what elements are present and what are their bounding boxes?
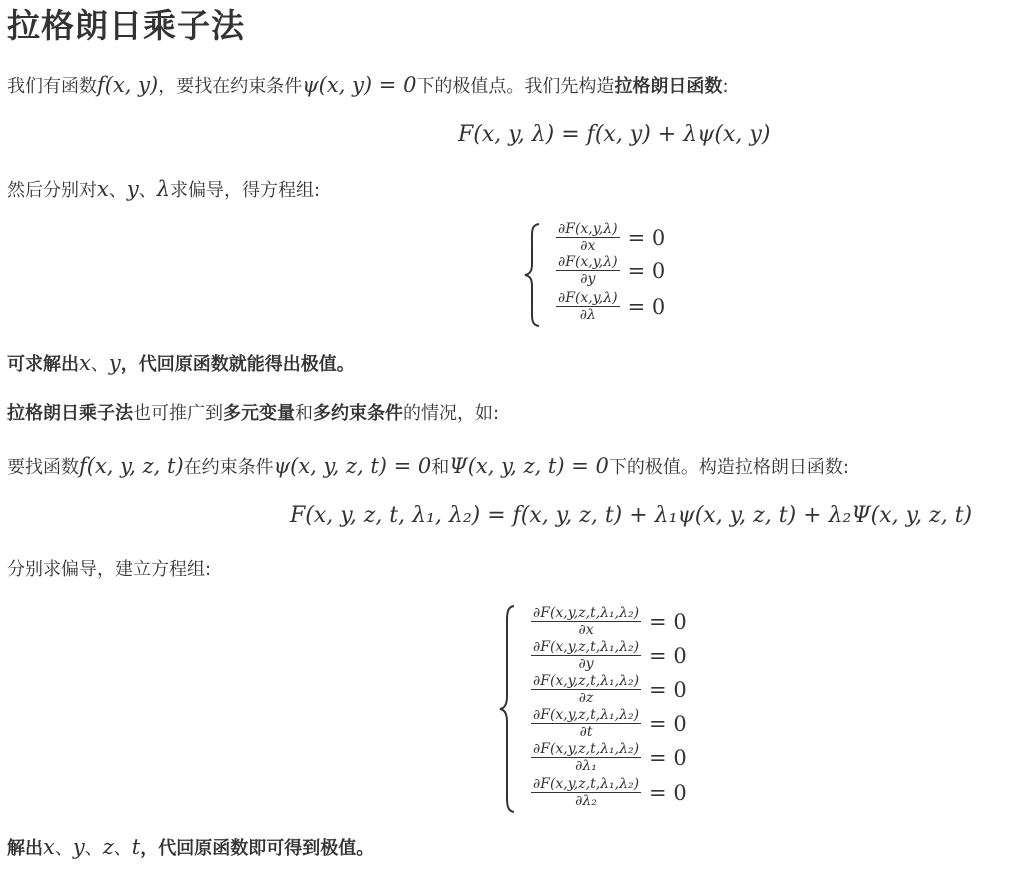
system2-row xyxy=(531,777,687,808)
denominator: ∂λ₂ xyxy=(575,793,597,809)
text: 在约束条件 xyxy=(183,457,274,478)
math-inline: y xyxy=(126,177,139,201)
bold-text: ，代回原函数就能得出极值。 xyxy=(120,354,355,375)
math-inline: y xyxy=(72,835,85,859)
numerator: ∂F(x,y,λ) xyxy=(558,290,618,306)
equation-system-1 xyxy=(522,222,692,328)
rhs: = 0 xyxy=(627,258,666,283)
math-inline: Ψ(x, y, z, t) = 0 xyxy=(449,454,609,478)
math-inline: f(x, y, z, t) xyxy=(79,454,184,478)
bold-text: 多元变量 xyxy=(223,403,295,424)
math-inline: x xyxy=(79,351,91,375)
rhs: = 0 xyxy=(649,609,687,634)
fraction xyxy=(531,742,641,773)
text: 下的极值点。我们先构造 xyxy=(416,76,615,97)
system1-row xyxy=(556,222,665,253)
denominator: ∂y xyxy=(578,656,594,672)
numerator: ∂F(x,y,z,t,λ₁,λ₂) xyxy=(533,605,640,621)
numerator: ∂F(x,y,z,t,λ₁,λ₂) xyxy=(533,639,640,655)
fraction xyxy=(556,291,620,322)
denominator: ∂x xyxy=(578,622,594,638)
math-inline: f(x, y) xyxy=(97,73,159,97)
numerator: ∂F(x,y,λ) xyxy=(558,221,618,237)
left-brace xyxy=(497,604,517,814)
fraction xyxy=(531,640,641,671)
fraction xyxy=(531,674,641,705)
fraction xyxy=(531,777,641,808)
multi-constraint-paragraph xyxy=(7,453,849,481)
fraction xyxy=(556,222,620,253)
text: 、 xyxy=(113,838,132,859)
numerator: ∂F(x,y,z,t,λ₁,λ₂) xyxy=(533,707,640,723)
fraction xyxy=(556,255,620,286)
text: 也可推广到 xyxy=(133,403,223,424)
lagrange-function-equation: F(x, y, λ) = f(x, y) + λψ(x, y) xyxy=(458,122,771,147)
denominator: ∂y xyxy=(580,271,596,287)
denominator: ∂λ xyxy=(579,307,596,323)
left-brace xyxy=(522,222,542,328)
math-inline: λ xyxy=(156,177,171,201)
denominator: ∂t xyxy=(579,724,593,740)
rhs: = 0 xyxy=(649,643,687,668)
rhs: = 0 xyxy=(649,780,687,805)
math-inline: x xyxy=(97,177,109,201)
generalization-paragraph xyxy=(7,401,499,427)
text: 、 xyxy=(138,180,157,201)
build-system-paragraph: 分别求偏导，建立方程组: xyxy=(7,559,212,580)
rhs: = 0 xyxy=(627,294,666,319)
text: ，要找在约束条件 xyxy=(158,76,303,97)
bold-text: 拉格朗日乘子法 xyxy=(7,403,133,424)
fraction xyxy=(531,708,641,739)
text: 、 xyxy=(108,180,127,201)
text: 、 xyxy=(54,838,73,859)
bold-text: 可求解出 xyxy=(7,354,79,375)
text: 的情况，如: xyxy=(403,403,500,424)
math-inline: ψ(x, y) = 0 xyxy=(302,73,417,97)
text: 、 xyxy=(84,838,103,859)
equation-system-2 xyxy=(497,604,727,814)
rhs: = 0 xyxy=(649,745,687,770)
bold-text: 拉格朗日函数 xyxy=(614,76,723,97)
text: : xyxy=(722,76,729,97)
denominator: ∂x xyxy=(580,238,596,254)
system2-row xyxy=(531,606,687,637)
system2-row xyxy=(531,742,687,773)
text: 求偏导，得方程组: xyxy=(170,180,321,201)
generalized-lagrange-equation: F(x, y, z, t, λ₁, λ₂) = f(x, y, z, t) + λ₁ψ(x, y, z, t) + λ₂Ψ(x, y, z, t) xyxy=(290,503,973,528)
rhs: = 0 xyxy=(649,711,687,736)
text: 然后分别对 xyxy=(7,180,97,201)
system2-row xyxy=(531,674,687,705)
math-inline: x xyxy=(43,835,55,859)
partial-derivative-paragraph xyxy=(7,176,320,204)
denominator: ∂λ₁ xyxy=(575,758,597,774)
system1-row xyxy=(556,255,665,286)
rhs: = 0 xyxy=(649,677,687,702)
math-inline: t xyxy=(131,835,141,859)
numerator: ∂F(x,y,z,t,λ₁,λ₂) xyxy=(533,673,640,689)
bold-text: ，代回原函数即可得到极值。 xyxy=(140,838,375,859)
math-inline: y xyxy=(108,351,121,375)
intro-paragraph xyxy=(7,72,729,100)
text: 下的极值。构造拉格朗日函数: xyxy=(608,457,849,478)
system2-row xyxy=(531,708,687,739)
math-inline: z xyxy=(102,835,114,859)
numerator: ∂F(x,y,z,t,λ₁,λ₂) xyxy=(533,741,640,757)
numerator: ∂F(x,y,z,t,λ₁,λ₂) xyxy=(533,776,640,792)
math-inline: ψ(x, y, z, t) = 0 xyxy=(273,454,432,478)
text: 要找函数 xyxy=(7,457,79,478)
system1-row xyxy=(556,291,665,322)
solve-paragraph xyxy=(7,350,355,378)
conclusion-paragraph xyxy=(7,834,374,862)
fraction xyxy=(531,606,641,637)
denominator: ∂z xyxy=(578,690,594,706)
rhs: = 0 xyxy=(627,225,666,250)
system2-row xyxy=(531,640,687,671)
page-title: 拉格朗日乘子法 xyxy=(7,6,245,45)
bold-text: 多约束条件 xyxy=(313,403,403,424)
text: 、 xyxy=(90,354,109,375)
bold-text: 解出 xyxy=(7,838,43,859)
text: 和 xyxy=(295,403,313,424)
numerator: ∂F(x,y,λ) xyxy=(558,254,618,270)
text: 和 xyxy=(431,457,450,478)
text: 我们有函数 xyxy=(7,76,97,97)
